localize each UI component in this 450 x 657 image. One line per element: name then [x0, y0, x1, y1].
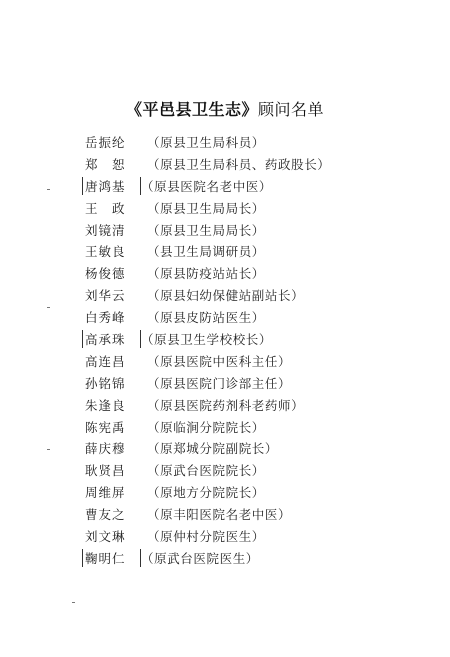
advisor-role: （原临涧分院院长）: [147, 419, 265, 435]
list-item: [85, 394, 425, 416]
list-item: [85, 262, 425, 284]
page-title: [0, 97, 450, 120]
list-item: [85, 284, 425, 306]
list-item: [85, 525, 425, 547]
scan-mark: [47, 189, 50, 190]
advisor-role: （原县卫生局科员、药政股长）: [147, 156, 331, 172]
advisor-role: （原县医院名老中医）: [141, 178, 273, 194]
advisor-name: 耿贤昌: [85, 463, 126, 479]
advisor-role: （原地方分院院长）: [147, 485, 265, 501]
list-item: [85, 503, 425, 525]
list-item: [85, 328, 425, 350]
list-item: [85, 547, 425, 569]
scan-mark: [72, 602, 75, 603]
advisor-name: 唐鸿基: [82, 177, 141, 195]
list-item: [85, 197, 425, 219]
advisor-name: 陈宪禹: [85, 419, 126, 435]
advisor-name: 高连昌: [85, 353, 126, 369]
advisor-role: （原县防疫站站长）: [147, 266, 265, 282]
list-item: [85, 219, 425, 241]
advisor-role: （原县卫生局局长）: [147, 222, 265, 238]
scan-mark: [47, 449, 50, 450]
advisor-name: 郑 恕: [85, 156, 126, 172]
list-item: [85, 437, 425, 459]
list-item: [85, 481, 425, 503]
list-item: [85, 459, 425, 481]
list-item: [85, 153, 425, 175]
advisor-name: 朱逢良: [85, 397, 126, 413]
advisor-role: （原武台医院医生）: [141, 550, 259, 566]
advisor-role: （原县卫生局科员）: [147, 134, 265, 150]
title-suffix: 顾问名单: [258, 100, 325, 119]
advisor-name: 王 政: [85, 200, 126, 216]
advisor-name: 鞠明仁: [82, 549, 141, 567]
advisor-role: （原县卫生学校校长）: [141, 331, 273, 347]
advisor-name: 周维屏: [85, 485, 126, 501]
list-item: [85, 350, 425, 372]
list-item: [85, 306, 425, 328]
scan-mark: [47, 307, 50, 308]
advisor-name: 刘镜清: [85, 222, 126, 238]
list-item: [85, 372, 425, 394]
advisor-role: （原武台医院院长）: [147, 463, 265, 479]
advisor-role: （原县妇幼保健站副站长）: [147, 288, 305, 304]
advisor-name: 岳振纶: [85, 134, 126, 150]
advisor-name: 杨俊德: [85, 266, 126, 282]
advisor-role: （原县医院药剂科老药师）: [147, 397, 305, 413]
advisor-name: 孙铭锦: [85, 375, 126, 391]
advisor-list: [85, 131, 425, 569]
advisor-name: 曹友之: [85, 507, 126, 523]
title-book-name: 《平邑县卫生志》: [125, 100, 258, 119]
advisor-role: （原县皮防站医生）: [147, 310, 265, 326]
advisor-name: 薛庆穆: [85, 441, 126, 457]
advisor-name: 王敏良: [85, 244, 126, 260]
list-item: [85, 175, 425, 197]
advisor-name: 高承珠: [82, 330, 141, 348]
advisor-role: （原县医院中医科主任）: [147, 353, 292, 369]
advisor-name: 刘华云: [85, 288, 126, 304]
advisor-role: （原县卫生局局长）: [147, 200, 265, 216]
advisor-role: （原县医院门诊部主任）: [147, 375, 292, 391]
advisor-name: 白秀峰: [85, 310, 126, 326]
list-item: [85, 240, 425, 262]
list-item: [85, 416, 425, 438]
advisor-name: 刘文琳: [85, 528, 126, 544]
list-item: [85, 131, 425, 153]
advisor-role: （原仲村分院医生）: [147, 528, 265, 544]
advisor-role: （原郑城分院副院长）: [147, 441, 279, 457]
advisor-role: （县卫生局调研员）: [147, 244, 265, 260]
advisor-role: （原丰阳医院名老中医）: [147, 507, 292, 523]
